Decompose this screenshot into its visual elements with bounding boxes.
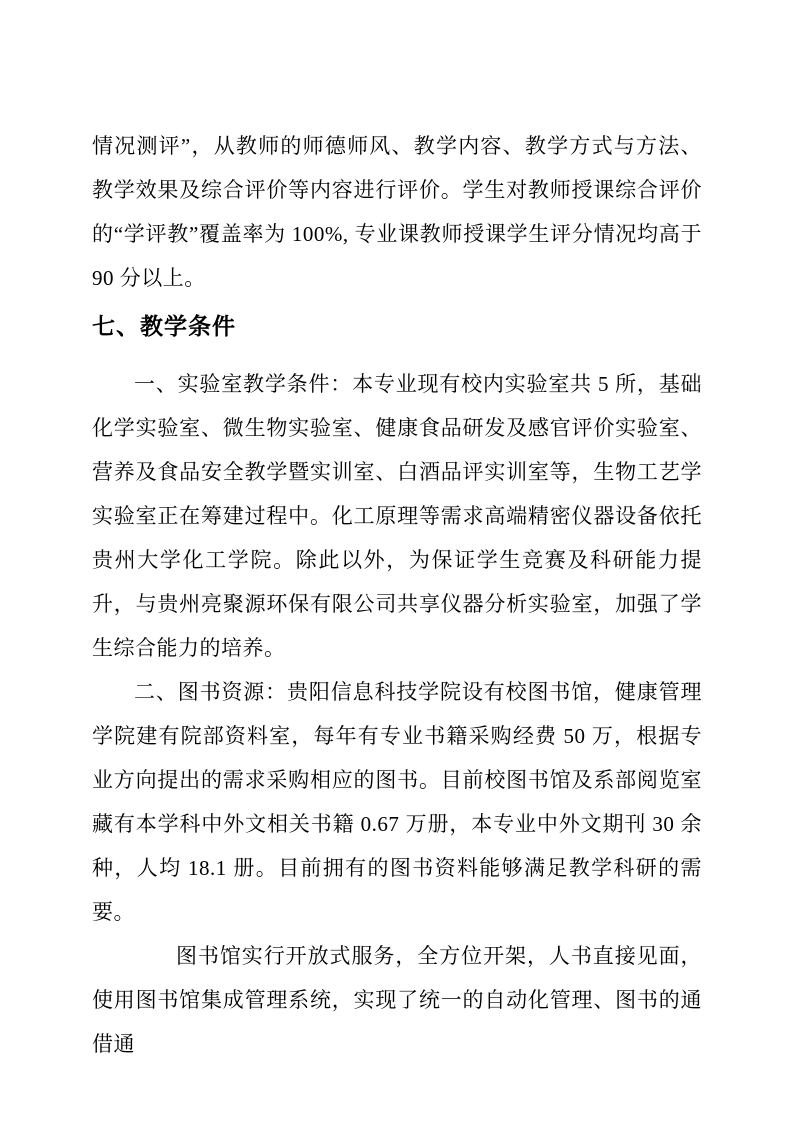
section-heading-teaching-conditions: 七、教学条件 [92,313,236,339]
paragraph-teacher-evaluation: 情况测评”，从教师的师德师风、教学内容、教学方式与方法、教学效果及综合评价等内容进行评价。学生对教师授课综合评价的“学评教”覆盖率为 100%, 专业课教师授课学生评分情况均高于 90 分以上。 [92,134,702,290]
paragraph-library-resources: 二、图书资源：贵阳信息科技学院设有校图书馆，健康管理学院建有院部资料室，每年有专业书籍采购经费 50 万，根据专业方向提出的需求采购相应的图书。目前校图书馆及系部阅览室藏有本学科中外文相关书籍 0.67 万册，本专业中外文期刊 30 余种，人均 18.1 册。目前拥有的图书资料能够满足教学科研的需要。 [92,680,702,924]
paragraph-library-open-service: 图书馆实行开放式服务，全方位开架，人书直接见面，使用图书馆集成管理系统，实现了统一的自动化管理、图书的通借通 [92,944,702,1056]
paragraph-lab-teaching-conditions: 一、实验室教学条件：本专业现有校内实验室共 5 所，基础化学实验室、微生物实验室、健康食品研发及感官评价实验室、营养及食品安全教学暨实训室、白酒品评实训室等，生物工艺学实验室正在筹建过程中。化工原理等需求高端精密仪器设备依托贵州大学化工学院。除此以外，为保证学生竞赛及科研能力提升，与贵州亮聚源环保有限公司共享仪器分析实验室，加强了学生综合能力的培养。 [92,372,702,660]
